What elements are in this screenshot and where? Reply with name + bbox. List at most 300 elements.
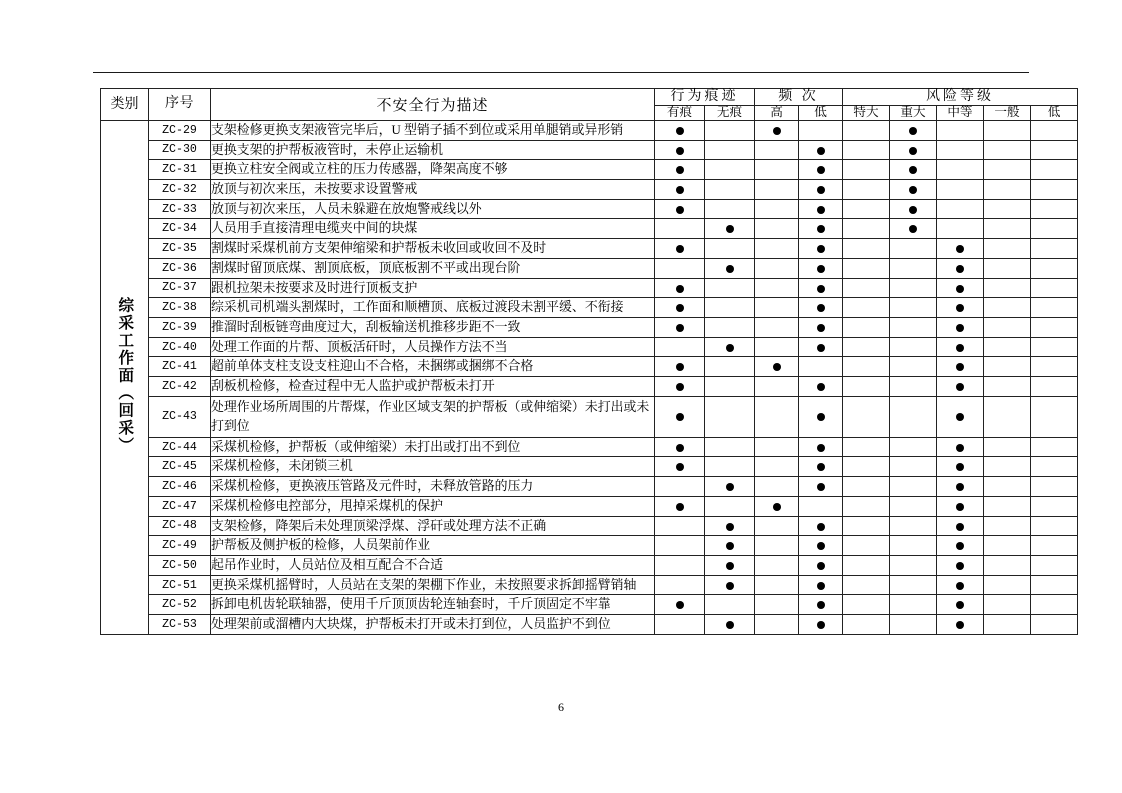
mark-risk-major xyxy=(890,457,937,477)
filled-dot-icon xyxy=(956,413,964,421)
mark-risk-moderate xyxy=(937,180,984,200)
filled-dot-icon xyxy=(817,582,825,590)
mark-risk-extreme xyxy=(843,595,890,615)
filled-dot-icon xyxy=(676,147,684,155)
table-row xyxy=(101,595,1078,615)
row-serial: ZC-40 xyxy=(149,337,211,357)
filled-dot-icon xyxy=(817,304,825,312)
mark-freq-high xyxy=(755,477,799,497)
mark-has-trace xyxy=(655,317,705,337)
mark-risk-major xyxy=(890,160,937,180)
mark-risk-extreme xyxy=(843,516,890,536)
mark-risk-moderate xyxy=(937,298,984,318)
mark-freq-low xyxy=(799,180,843,200)
table-row xyxy=(101,556,1078,576)
mark-freq-high xyxy=(755,120,799,140)
mark-risk-extreme xyxy=(843,180,890,200)
mark-risk-low xyxy=(1031,496,1078,516)
mark-risk-major xyxy=(890,357,937,377)
mark-risk-extreme xyxy=(843,337,890,357)
mark-freq-high xyxy=(755,219,799,239)
mark-risk-general xyxy=(984,357,1031,377)
header-risk-extreme: 特大 xyxy=(843,106,890,121)
filled-dot-icon xyxy=(909,127,917,135)
row-serial: ZC-51 xyxy=(149,575,211,595)
table-row xyxy=(101,239,1078,259)
filled-dot-icon xyxy=(817,186,825,194)
filled-dot-icon xyxy=(909,147,917,155)
mark-risk-moderate xyxy=(937,556,984,576)
mark-risk-extreme xyxy=(843,496,890,516)
mark-risk-low xyxy=(1031,160,1078,180)
table-row xyxy=(101,536,1078,556)
mark-risk-general xyxy=(984,457,1031,477)
filled-dot-icon xyxy=(817,562,825,570)
mark-risk-moderate xyxy=(937,357,984,377)
header-serial: 序号 xyxy=(149,89,211,121)
mark-risk-extreme xyxy=(843,357,890,377)
mark-no-trace xyxy=(705,437,755,457)
mark-risk-extreme xyxy=(843,536,890,556)
mark-risk-low xyxy=(1031,278,1078,298)
row-description: 支架检修更换支架液管完毕后，U 型销子插不到位或采用单腿销或异形销 xyxy=(211,120,655,140)
row-description: 更换采煤机摇臂时，人员站在支架的架棚下作业，未按照要求拆卸摇臂销轴 xyxy=(211,575,655,595)
row-serial: ZC-35 xyxy=(149,239,211,259)
table-row xyxy=(101,298,1078,318)
mark-freq-high xyxy=(755,317,799,337)
mark-risk-moderate xyxy=(937,239,984,259)
mark-risk-general xyxy=(984,575,1031,595)
filled-dot-icon xyxy=(676,324,684,332)
table-row xyxy=(101,357,1078,377)
mark-freq-high xyxy=(755,496,799,516)
mark-risk-major xyxy=(890,140,937,160)
filled-dot-icon xyxy=(676,285,684,293)
filled-dot-icon xyxy=(817,523,825,531)
mark-risk-low xyxy=(1031,396,1078,437)
mark-risk-low xyxy=(1031,457,1078,477)
row-description: 割煤时采煤机前方支架伸缩梁和护帮板未收回或收回不及时 xyxy=(211,239,655,259)
filled-dot-icon xyxy=(726,265,734,273)
mark-freq-low xyxy=(799,160,843,180)
mark-freq-high xyxy=(755,160,799,180)
row-description: 更换支架的护帮板液管时，未停止运输机 xyxy=(211,140,655,160)
filled-dot-icon xyxy=(676,363,684,371)
mark-risk-extreme xyxy=(843,160,890,180)
mark-freq-low xyxy=(799,396,843,437)
mark-risk-moderate xyxy=(937,615,984,635)
header-risk-moderate: 中等 xyxy=(937,106,984,121)
mark-no-trace xyxy=(705,180,755,200)
mark-has-trace xyxy=(655,396,705,437)
mark-risk-low xyxy=(1031,219,1078,239)
mark-no-trace xyxy=(705,199,755,219)
header-row-groups xyxy=(101,89,1078,106)
mark-risk-low xyxy=(1031,536,1078,556)
mark-risk-general xyxy=(984,298,1031,318)
row-serial: ZC-50 xyxy=(149,556,211,576)
mark-has-trace xyxy=(655,120,705,140)
header-group-frequency: 频 次 xyxy=(755,89,843,106)
mark-has-trace xyxy=(655,140,705,160)
table-row xyxy=(101,457,1078,477)
filled-dot-icon xyxy=(817,444,825,452)
mark-risk-general xyxy=(984,377,1031,397)
mark-risk-moderate xyxy=(937,258,984,278)
header-category-line1: 类别 xyxy=(110,96,139,112)
mark-has-trace xyxy=(655,437,705,457)
mark-no-trace xyxy=(705,258,755,278)
mark-risk-moderate xyxy=(937,516,984,536)
filled-dot-icon xyxy=(726,483,734,491)
mark-has-trace xyxy=(655,298,705,318)
mark-risk-major xyxy=(890,120,937,140)
mark-risk-moderate xyxy=(937,337,984,357)
mark-freq-high xyxy=(755,556,799,576)
filled-dot-icon xyxy=(676,166,684,174)
table-row xyxy=(101,219,1078,239)
row-description: 超前单体支柱支设支柱迎山不合格，未捆绑或捆绑不合格 xyxy=(211,357,655,377)
mark-risk-moderate xyxy=(937,595,984,615)
mark-has-trace xyxy=(655,258,705,278)
mark-risk-moderate xyxy=(937,496,984,516)
mark-has-trace xyxy=(655,337,705,357)
mark-risk-low xyxy=(1031,437,1078,457)
mark-has-trace xyxy=(655,160,705,180)
table-row xyxy=(101,477,1078,497)
filled-dot-icon xyxy=(817,483,825,491)
filled-dot-icon xyxy=(817,285,825,293)
filled-dot-icon xyxy=(956,542,964,550)
filled-dot-icon xyxy=(817,601,825,609)
mark-freq-high xyxy=(755,377,799,397)
filled-dot-icon xyxy=(817,383,825,391)
mark-has-trace xyxy=(655,219,705,239)
category-cell xyxy=(101,120,149,634)
mark-risk-low xyxy=(1031,595,1078,615)
filled-dot-icon xyxy=(956,483,964,491)
row-description: 处理作业场所周围的片帮煤，作业区域支架的护帮板（或伸缩梁）未打出或未打到位 xyxy=(211,396,655,437)
row-description: 放顶与初次来压，人员未躲避在放炮警戒线以外 xyxy=(211,199,655,219)
filled-dot-icon xyxy=(676,601,684,609)
filled-dot-icon xyxy=(956,363,964,371)
mark-risk-low xyxy=(1031,337,1078,357)
mark-has-trace xyxy=(655,199,705,219)
mark-freq-low xyxy=(799,199,843,219)
row-serial: ZC-43 xyxy=(149,396,211,437)
filled-dot-icon xyxy=(956,444,964,452)
mark-no-trace xyxy=(705,298,755,318)
table-row xyxy=(101,120,1078,140)
mark-risk-moderate xyxy=(937,477,984,497)
mark-risk-major xyxy=(890,595,937,615)
row-description: 护帮板及侧护板的检修，人员架前作业 xyxy=(211,536,655,556)
table-row xyxy=(101,258,1078,278)
mark-has-trace xyxy=(655,496,705,516)
row-description: 推溜时刮板链弯曲度过大，刮板输送机推移步距不一致 xyxy=(211,317,655,337)
filled-dot-icon xyxy=(773,503,781,511)
row-serial: ZC-34 xyxy=(149,219,211,239)
header-freq-low: 低 xyxy=(799,106,843,121)
filled-dot-icon xyxy=(956,245,964,253)
mark-freq-low xyxy=(799,516,843,536)
mark-risk-major xyxy=(890,575,937,595)
table-body xyxy=(101,120,1078,634)
table-row xyxy=(101,575,1078,595)
mark-risk-moderate xyxy=(937,377,984,397)
mark-freq-low xyxy=(799,140,843,160)
mark-no-trace xyxy=(705,278,755,298)
mark-has-trace xyxy=(655,556,705,576)
filled-dot-icon xyxy=(676,186,684,194)
mark-no-trace xyxy=(705,396,755,437)
row-description: 拆卸电机齿轮联轴器，使用千斤顶顶齿轮连轴套时，千斤顶固定不牢靠 xyxy=(211,595,655,615)
row-serial: ZC-45 xyxy=(149,457,211,477)
unsafe-behavior-table-container xyxy=(100,88,1061,635)
filled-dot-icon xyxy=(676,503,684,511)
filled-dot-icon xyxy=(956,265,964,273)
filled-dot-icon xyxy=(956,621,964,629)
mark-freq-high xyxy=(755,140,799,160)
mark-no-trace xyxy=(705,120,755,140)
header-description: 不安全行为描述 xyxy=(211,89,655,121)
mark-freq-low xyxy=(799,317,843,337)
mark-freq-high xyxy=(755,437,799,457)
row-description: 跟机拉架未按要求及时进行顶板支护 xyxy=(211,278,655,298)
mark-risk-extreme xyxy=(843,298,890,318)
row-serial: ZC-46 xyxy=(149,477,211,497)
mark-risk-moderate xyxy=(937,437,984,457)
filled-dot-icon xyxy=(773,127,781,135)
mark-risk-major xyxy=(890,199,937,219)
header-risk-major: 重大 xyxy=(890,106,937,121)
filled-dot-icon xyxy=(817,413,825,421)
table-row xyxy=(101,377,1078,397)
row-serial: ZC-32 xyxy=(149,180,211,200)
page-number: 6 xyxy=(558,700,564,714)
header-no-trace: 无痕 xyxy=(705,106,755,121)
mark-risk-extreme xyxy=(843,396,890,437)
mark-freq-low xyxy=(799,357,843,377)
row-serial: ZC-33 xyxy=(149,199,211,219)
row-description: 处理架前或溜槽内大块煤，护帮板未打开或未打到位，人员监护不到位 xyxy=(211,615,655,635)
filled-dot-icon xyxy=(909,225,917,233)
mark-risk-general xyxy=(984,556,1031,576)
filled-dot-icon xyxy=(817,225,825,233)
unsafe-behavior-table xyxy=(100,88,1078,635)
mark-risk-low xyxy=(1031,377,1078,397)
mark-freq-high xyxy=(755,536,799,556)
filled-dot-icon xyxy=(956,285,964,293)
mark-no-trace xyxy=(705,575,755,595)
mark-risk-extreme xyxy=(843,258,890,278)
mark-risk-major xyxy=(890,516,937,536)
mark-risk-extreme xyxy=(843,457,890,477)
table-row xyxy=(101,317,1078,337)
mark-risk-extreme xyxy=(843,219,890,239)
row-description: 更换立柱安全阀或立柱的压力传感器，降架高度不够 xyxy=(211,160,655,180)
mark-risk-moderate xyxy=(937,396,984,437)
mark-freq-low xyxy=(799,337,843,357)
mark-risk-major xyxy=(890,180,937,200)
filled-dot-icon xyxy=(817,206,825,214)
mark-risk-general xyxy=(984,180,1031,200)
mark-no-trace xyxy=(705,615,755,635)
mark-freq-low xyxy=(799,278,843,298)
row-serial: ZC-31 xyxy=(149,160,211,180)
filled-dot-icon xyxy=(773,363,781,371)
mark-no-trace xyxy=(705,219,755,239)
mark-risk-major xyxy=(890,377,937,397)
table-header xyxy=(101,89,1078,121)
mark-risk-general xyxy=(984,160,1031,180)
mark-risk-general xyxy=(984,317,1031,337)
mark-risk-major xyxy=(890,496,937,516)
row-description: 放顶与初次来压，未按要求设置警戒 xyxy=(211,180,655,200)
mark-risk-general xyxy=(984,199,1031,219)
mark-risk-general xyxy=(984,496,1031,516)
filled-dot-icon xyxy=(726,523,734,531)
mark-risk-major xyxy=(890,396,937,437)
filled-dot-icon xyxy=(676,383,684,391)
filled-dot-icon xyxy=(956,324,964,332)
row-serial: ZC-36 xyxy=(149,258,211,278)
mark-risk-low xyxy=(1031,575,1078,595)
filled-dot-icon xyxy=(726,542,734,550)
mark-risk-extreme xyxy=(843,120,890,140)
mark-freq-high xyxy=(755,239,799,259)
filled-dot-icon xyxy=(909,206,917,214)
mark-risk-moderate xyxy=(937,278,984,298)
mark-freq-low xyxy=(799,437,843,457)
mark-no-trace xyxy=(705,357,755,377)
filled-dot-icon xyxy=(726,562,734,570)
row-description: 综采机司机端头割煤时，工作面和顺槽顶、底板过渡段未割平缓、不衔接 xyxy=(211,298,655,318)
mark-risk-low xyxy=(1031,317,1078,337)
header-risk-general: 一般 xyxy=(984,106,1031,121)
row-description: 人员用手直接清理电缆夹中间的块煤 xyxy=(211,219,655,239)
row-description: 采煤机检修，未闭锁三机 xyxy=(211,457,655,477)
mark-risk-major xyxy=(890,337,937,357)
mark-freq-high xyxy=(755,180,799,200)
filled-dot-icon xyxy=(726,582,734,590)
mark-freq-high xyxy=(755,457,799,477)
mark-freq-low xyxy=(799,239,843,259)
mark-no-trace xyxy=(705,457,755,477)
mark-risk-major xyxy=(890,298,937,318)
row-description: 采煤机检修，更换液压管路及元件时，未释放管路的压力 xyxy=(211,477,655,497)
mark-risk-extreme xyxy=(843,278,890,298)
mark-has-trace xyxy=(655,575,705,595)
mark-risk-extreme xyxy=(843,437,890,457)
mark-risk-general xyxy=(984,278,1031,298)
filled-dot-icon xyxy=(676,206,684,214)
mark-freq-low xyxy=(799,457,843,477)
mark-no-trace xyxy=(705,496,755,516)
filled-dot-icon xyxy=(956,523,964,531)
mark-risk-general xyxy=(984,615,1031,635)
filled-dot-icon xyxy=(817,147,825,155)
mark-risk-extreme xyxy=(843,377,890,397)
mark-risk-low xyxy=(1031,239,1078,259)
mark-freq-low xyxy=(799,258,843,278)
row-description: 采煤机检修电控部分，甩掉采煤机的保护 xyxy=(211,496,655,516)
filled-dot-icon xyxy=(817,265,825,273)
mark-risk-general xyxy=(984,437,1031,457)
row-serial: ZC-42 xyxy=(149,377,211,397)
filled-dot-icon xyxy=(676,463,684,471)
table-row xyxy=(101,160,1078,180)
mark-risk-major xyxy=(890,219,937,239)
mark-risk-extreme xyxy=(843,140,890,160)
row-description: 处理工作面的片帮、顶板活矸时，人员操作方法不当 xyxy=(211,337,655,357)
header-rule xyxy=(93,72,1029,73)
mark-freq-low xyxy=(799,575,843,595)
filled-dot-icon xyxy=(956,582,964,590)
filled-dot-icon xyxy=(956,601,964,609)
mark-risk-major xyxy=(890,258,937,278)
mark-risk-major xyxy=(890,556,937,576)
mark-no-trace xyxy=(705,239,755,259)
mark-risk-general xyxy=(984,396,1031,437)
mark-risk-extreme xyxy=(843,477,890,497)
mark-risk-moderate xyxy=(937,160,984,180)
filled-dot-icon xyxy=(817,463,825,471)
filled-dot-icon xyxy=(909,186,917,194)
table-row xyxy=(101,140,1078,160)
mark-freq-high xyxy=(755,337,799,357)
row-serial: ZC-52 xyxy=(149,595,211,615)
filled-dot-icon xyxy=(817,324,825,332)
filled-dot-icon xyxy=(956,463,964,471)
mark-risk-general xyxy=(984,477,1031,497)
filled-dot-icon xyxy=(676,127,684,135)
mark-risk-moderate xyxy=(937,219,984,239)
row-serial: ZC-53 xyxy=(149,615,211,635)
mark-freq-low xyxy=(799,298,843,318)
row-serial: ZC-41 xyxy=(149,357,211,377)
mark-risk-extreme xyxy=(843,239,890,259)
category-label: 综采工作面（回采） xyxy=(116,296,134,455)
mark-freq-high xyxy=(755,615,799,635)
mark-risk-moderate xyxy=(937,536,984,556)
row-serial: ZC-29 xyxy=(149,120,211,140)
mark-risk-low xyxy=(1031,556,1078,576)
table-row xyxy=(101,437,1078,457)
mark-no-trace xyxy=(705,377,755,397)
filled-dot-icon xyxy=(726,225,734,233)
filled-dot-icon xyxy=(676,304,684,312)
mark-no-trace xyxy=(705,337,755,357)
filled-dot-icon xyxy=(676,444,684,452)
filled-dot-icon xyxy=(956,383,964,391)
mark-no-trace xyxy=(705,595,755,615)
row-description: 采煤机检修，护帮板（或伸缩梁）未打出或打出不到位 xyxy=(211,437,655,457)
mark-risk-low xyxy=(1031,180,1078,200)
filled-dot-icon xyxy=(817,344,825,352)
mark-freq-high xyxy=(755,516,799,536)
mark-has-trace xyxy=(655,377,705,397)
filled-dot-icon xyxy=(726,621,734,629)
mark-risk-general xyxy=(984,120,1031,140)
table-row xyxy=(101,337,1078,357)
row-description: 割煤时留顶底煤、割顶底板，顶底板割不平或出现台阶 xyxy=(211,258,655,278)
mark-risk-moderate xyxy=(937,317,984,337)
filled-dot-icon xyxy=(956,344,964,352)
mark-risk-low xyxy=(1031,120,1078,140)
mark-has-trace xyxy=(655,239,705,259)
filled-dot-icon xyxy=(817,166,825,174)
